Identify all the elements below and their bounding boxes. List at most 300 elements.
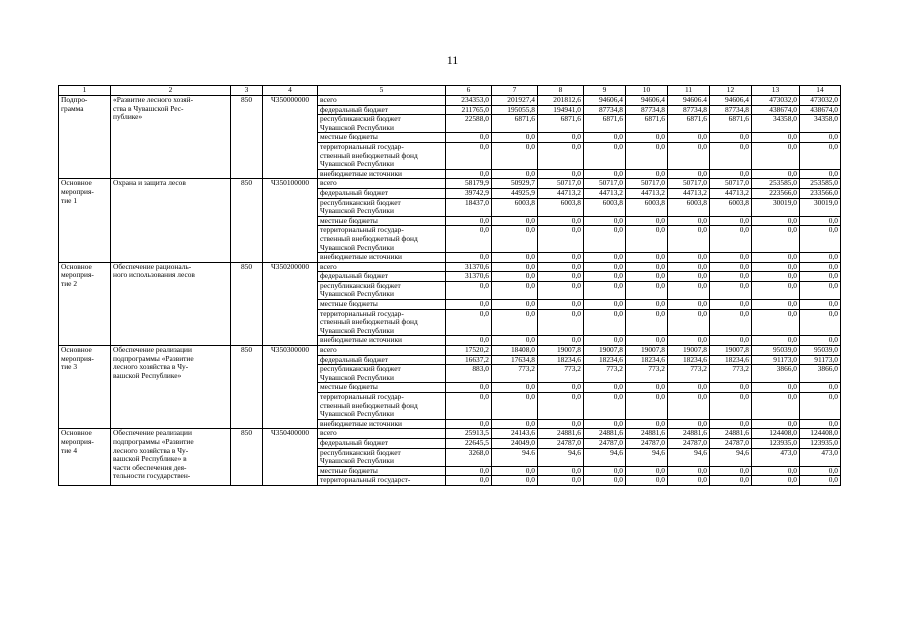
value-cell: 0,0 [584,133,626,143]
value-cell: 24787,0 [584,438,626,448]
target-code-cell: Ч350100000 [263,179,318,262]
value-cell: 18234,6 [538,355,584,365]
value-cell: 0,0 [668,476,710,486]
value-cell: 233566,0 [800,188,841,198]
value-cell: 0,0 [752,300,800,310]
value-cell: 24881,6 [538,429,584,439]
value-cell: 0,0 [584,216,626,226]
value-cell: 0,0 [626,419,668,429]
funding-source-cell: федеральный бюджет [318,438,446,448]
value-cell: 0,0 [538,300,584,310]
value-cell: 0,0 [538,226,584,253]
value-cell: 0,0 [800,466,841,476]
value-cell: 24787,0 [538,438,584,448]
value-cell: 22588,0 [446,115,492,133]
value-cell: 31370,6 [446,262,492,272]
value-cell: 0,0 [492,253,538,263]
table-row [59,346,841,356]
value-cell: 44713,2 [538,188,584,198]
value-cell: 0,0 [538,336,584,346]
value-cell: 0,0 [584,466,626,476]
value-cell: 0,0 [446,419,492,429]
value-cell: 0,0 [752,253,800,263]
value-cell: 0,0 [752,336,800,346]
value-cell: 0,0 [710,169,752,179]
funding-source-cell: местные бюджеты [318,133,446,143]
value-cell: 0,0 [626,169,668,179]
value-cell: 0,0 [492,272,538,282]
funding-source-cell: федеральный бюджет [318,105,446,115]
value-cell: 6871,6 [710,115,752,133]
value-cell: 0,0 [800,419,841,429]
value-cell: 0,0 [668,262,710,272]
value-cell: 124408,0 [800,429,841,439]
value-cell: 773,2 [668,365,710,383]
value-cell: 0,0 [752,169,800,179]
value-cell: 234353,0 [446,96,492,106]
value-cell: 0,0 [538,253,584,263]
value-cell: 6871,6 [626,115,668,133]
value-cell: 50717,0 [538,179,584,189]
funding-source-cell: территориальный государст- [318,476,446,486]
funding-source-cell: республиканский бюджет Чувашской Республики [318,198,446,216]
value-cell: 0,0 [752,383,800,393]
value-cell: 94.6 [492,448,538,466]
value-cell: 0,0 [584,300,626,310]
value-cell: 0,0 [446,142,492,169]
value-cell: 0,0 [492,226,538,253]
value-cell: 3268,0 [446,448,492,466]
value-cell: 0,0 [538,133,584,143]
program-name-cell: Обеспечение рациональ- ного использования лесов [111,262,231,345]
value-cell: 0,0 [446,466,492,476]
value-cell: 50717,0 [710,179,752,189]
funding-source-cell: республиканский бюджет Чувашской Республики [318,115,446,133]
value-cell: 0,0 [752,226,800,253]
value-cell: 0,0 [446,169,492,179]
value-cell: 0,0 [626,309,668,336]
funding-source-cell: федеральный бюджет [318,188,446,198]
value-cell: 94606,4 [710,96,752,106]
value-cell: 0,0 [752,262,800,272]
value-cell: 0,0 [446,383,492,393]
value-cell: 22645,5 [446,438,492,448]
value-cell: 0,0 [538,169,584,179]
value-cell: 19007,8 [538,346,584,356]
value-cell: 0,0 [710,300,752,310]
value-cell: 0,0 [538,309,584,336]
value-cell: 0,0 [584,476,626,486]
value-cell: 0,0 [710,253,752,263]
value-cell: 6003,8 [584,198,626,216]
value-cell: 473032,0 [800,96,841,106]
value-cell: 44713,2 [668,188,710,198]
value-cell: 473,0 [800,448,841,466]
program-type-cell: Основное мероприя- тие 4 [59,429,111,486]
value-cell: 3866,0 [752,365,800,383]
value-cell: 0,0 [626,300,668,310]
value-cell: 0,0 [626,226,668,253]
value-cell: 91173,0 [800,355,841,365]
value-cell: 50717,0 [584,179,626,189]
value-cell: 473032,0 [752,96,800,106]
value-cell: 0,0 [626,272,668,282]
value-cell: 0,0 [492,336,538,346]
value-cell: 95039,0 [800,346,841,356]
value-cell: 24143,6 [492,429,538,439]
value-cell: 39742,9 [446,188,492,198]
value-cell: 0,0 [446,476,492,486]
value-cell: 50717,0 [626,179,668,189]
value-cell: 0,0 [446,216,492,226]
value-cell: 0,0 [668,142,710,169]
funding-source-cell: федеральный бюджет [318,272,446,282]
value-cell: 0,0 [668,309,710,336]
value-cell: 0,0 [752,142,800,169]
value-cell: 0,0 [584,336,626,346]
value-cell: 0,0 [584,272,626,282]
responsible-code-cell: 850 [231,262,263,345]
column-header-10: 10 [626,86,668,96]
value-cell: 0,0 [800,253,841,263]
program-type-cell: Основное мероприя- тие 3 [59,346,111,429]
funding-source-cell: всего [318,96,446,106]
program-name-cell: Обеспечение реализации подпрограммы «Развитие лесного хозяйства в Чу- вашской Республике» в части обеспечения дея- тельности государствен- [111,429,231,486]
value-cell: 0,0 [626,262,668,272]
responsible-code-cell: 850 [231,179,263,262]
value-cell: 34358,0 [752,115,800,133]
value-cell: 6003,8 [626,198,668,216]
value-cell: 0,0 [492,281,538,299]
value-cell: 94,6 [668,448,710,466]
value-cell: 18234,6 [668,355,710,365]
value-cell: 0,0 [492,419,538,429]
value-cell: 0,0 [626,253,668,263]
value-cell: 0,0 [710,216,752,226]
value-cell: 0,0 [668,300,710,310]
value-cell: 24787,0 [710,438,752,448]
funding-source-cell: внебюджетные источники [318,253,446,263]
value-cell: 0,0 [584,309,626,336]
value-cell: 50717,0 [668,179,710,189]
column-header-7: 7 [492,86,538,96]
value-cell: 18234,6 [584,355,626,365]
program-name-cell: «Развитие лесного хозяй- ства в Чувашской Рес- публике» [111,96,231,179]
value-cell: 773,2 [538,365,584,383]
value-cell: 0,0 [668,133,710,143]
value-cell: 0,0 [800,272,841,282]
value-cell: 0,0 [584,253,626,263]
value-cell: 0,0 [752,393,800,420]
value-cell: 17520,2 [446,346,492,356]
value-cell: 0,0 [668,272,710,282]
column-header-11: 11 [668,86,710,96]
value-cell: 6871,6 [538,115,584,133]
column-header-1: 1 [59,86,111,96]
value-cell: 0,0 [668,466,710,476]
value-cell: 0,0 [710,281,752,299]
value-cell: 253585,0 [800,179,841,189]
target-code-cell: Ч350400000 [263,429,318,486]
value-cell: 0,0 [800,169,841,179]
funding-source-cell: местные бюджеты [318,300,446,310]
value-cell: 30019,0 [800,198,841,216]
value-cell: 44713,2 [626,188,668,198]
value-cell: 0,0 [626,476,668,486]
value-cell: 3866,0 [800,365,841,383]
target-code-cell: Ч350200000 [263,262,318,345]
value-cell: 0,0 [538,262,584,272]
funding-source-cell: территориальный государ- ственный внебюджетный фонд Чувашской Республики [318,226,446,253]
value-cell: 95039,0 [752,346,800,356]
column-header-8: 8 [538,86,584,96]
value-cell: 24049,0 [492,438,538,448]
column-header-12: 12 [710,86,752,96]
value-cell: 0,0 [668,383,710,393]
value-cell: 19007,8 [668,346,710,356]
value-cell: 0,0 [710,309,752,336]
column-header-13: 13 [752,86,800,96]
value-cell: 0,0 [584,419,626,429]
value-cell: 16637,2 [446,355,492,365]
value-cell: 0,0 [800,216,841,226]
value-cell: 0,0 [626,336,668,346]
value-cell: 0,0 [800,226,841,253]
value-cell: 24787,0 [626,438,668,448]
value-cell: 0,0 [710,419,752,429]
value-cell: 123935,0 [752,438,800,448]
value-cell: 0,0 [800,281,841,299]
column-header-4: 4 [263,86,318,96]
value-cell: 0,0 [668,281,710,299]
value-cell: 94,6 [584,448,626,466]
funding-source-cell: всего [318,179,446,189]
value-cell: 6003,8 [538,198,584,216]
value-cell: 0,0 [800,393,841,420]
value-cell: 201927,4 [492,96,538,106]
program-name-cell: Охрана и защита лесов [111,179,231,262]
value-cell: 87734,8 [710,105,752,115]
value-cell: 0,0 [626,142,668,169]
value-cell: 0,0 [492,300,538,310]
value-cell: 0,0 [446,253,492,263]
value-cell: 0,0 [492,393,538,420]
value-cell: 0,0 [668,393,710,420]
value-cell: 19007,8 [584,346,626,356]
value-cell: 0,0 [584,142,626,169]
column-header-2: 2 [111,86,231,96]
value-cell: 0,0 [626,216,668,226]
value-cell: 0,0 [492,216,538,226]
value-cell: 44925,9 [492,188,538,198]
value-cell: 0,0 [800,309,841,336]
value-cell: 24881,6 [668,429,710,439]
funding-source-cell: территориальный государ- ственный внебюджетный фонд Чувашской Республики [318,142,446,169]
value-cell: 0,0 [492,133,538,143]
value-cell: 223566,0 [752,188,800,198]
value-cell: 123935,0 [800,438,841,448]
value-cell: 0,0 [752,309,800,336]
funding-source-cell: внебюджетные источники [318,336,446,346]
program-type-cell: Основное мероприя- тие 1 [59,179,111,262]
value-cell: 0,0 [538,383,584,393]
value-cell: 0,0 [492,142,538,169]
value-cell: 6871,6 [668,115,710,133]
value-cell: 0,0 [584,383,626,393]
value-cell: 0,0 [492,169,538,179]
value-cell: 0,0 [584,262,626,272]
value-cell: 0,0 [668,253,710,263]
value-cell: 0,0 [584,393,626,420]
value-cell: 0,0 [446,309,492,336]
value-cell: 25913,5 [446,429,492,439]
value-cell: 6003,8 [492,198,538,216]
value-cell: 201812,6 [538,96,584,106]
value-cell: 211765,0 [446,105,492,115]
funding-source-cell: республиканский бюджет Чувашской Республики [318,448,446,466]
value-cell: 773,2 [492,365,538,383]
responsible-code-cell: 850 [231,429,263,486]
value-cell: 24881,6 [626,429,668,439]
funding-source-cell: местные бюджеты [318,383,446,393]
value-cell: 91173,0 [752,355,800,365]
value-cell: 0,0 [538,466,584,476]
value-cell: 438674,0 [752,105,800,115]
target-code-cell: Ч350000000 [263,96,318,179]
value-cell: 0,0 [446,226,492,253]
column-header-9: 9 [584,86,626,96]
value-cell: 87734,8 [626,105,668,115]
value-cell: 18234,6 [710,355,752,365]
value-cell: 44713,2 [584,188,626,198]
value-cell: 94606,4 [584,96,626,106]
value-cell: 0,0 [446,393,492,420]
value-cell: 0,0 [668,226,710,253]
value-cell: 0,0 [538,142,584,169]
value-cell: 87734,8 [584,105,626,115]
value-cell: 6871,6 [584,115,626,133]
value-cell: 0,0 [752,272,800,282]
value-cell: 773,2 [626,365,668,383]
value-cell: 0,0 [752,216,800,226]
value-cell: 0,0 [446,281,492,299]
table-row [59,179,841,189]
value-cell: 124408,0 [752,429,800,439]
responsible-code-cell: 850 [231,96,263,179]
value-cell: 0,0 [492,309,538,336]
table-row [59,262,841,272]
value-cell: 0,0 [626,466,668,476]
table-row [59,96,841,106]
value-cell: 94,6 [538,448,584,466]
value-cell: 0,0 [710,142,752,169]
funding-source-cell: всего [318,429,446,439]
value-cell: 0,0 [492,262,538,272]
value-cell: 18437,0 [446,198,492,216]
funding-source-cell: федеральный бюджет [318,355,446,365]
value-cell: 0,0 [710,393,752,420]
value-cell: 0,0 [710,272,752,282]
value-cell: 87734,8 [668,105,710,115]
value-cell: 19007,8 [710,346,752,356]
value-cell: 19007,8 [626,346,668,356]
value-cell: 50929,7 [492,179,538,189]
value-cell: 0,0 [446,133,492,143]
value-cell: 0,0 [800,336,841,346]
column-header-14: 14 [800,86,841,96]
value-cell: 0,0 [752,466,800,476]
value-cell: 24881,6 [710,429,752,439]
value-cell: 0,0 [584,281,626,299]
value-cell: 0,0 [538,476,584,486]
target-code-cell: Ч350300000 [263,346,318,429]
program-type-cell: Основное мероприя- тие 2 [59,262,111,345]
funding-source-cell: территориальный государ- ственный внебюджетный фонд Чувашской Республики [318,309,446,336]
header-row [59,86,841,96]
value-cell: 0,0 [492,476,538,486]
funding-source-cell: внебюджетные источники [318,169,446,179]
value-cell: 44713,2 [710,188,752,198]
value-cell: 0,0 [626,133,668,143]
responsible-code-cell: 850 [231,346,263,429]
value-cell: 0,0 [538,272,584,282]
value-cell: 94,6 [710,448,752,466]
value-cell: 0,0 [800,476,841,486]
value-cell: 0,0 [446,300,492,310]
value-cell: 194941,0 [538,105,584,115]
funding-source-cell: всего [318,262,446,272]
value-cell: 0,0 [752,281,800,299]
value-cell: 0,0 [492,383,538,393]
funding-source-cell: территориальный государ- ственный внебюджетный фонд Чувашской Республики [318,393,446,420]
value-cell: 0,0 [538,281,584,299]
value-cell: 473,0 [752,448,800,466]
value-cell: 0,0 [710,262,752,272]
value-cell: 24881,6 [584,429,626,439]
column-header-3: 3 [231,86,263,96]
value-cell: 0,0 [626,281,668,299]
funding-source-cell: республиканский бюджет Чувашской Республики [318,365,446,383]
value-cell: 94606.4 [668,96,710,106]
value-cell: 0,0 [752,419,800,429]
value-cell: 0,0 [710,133,752,143]
value-cell: 0,0 [800,300,841,310]
value-cell: 24787,0 [668,438,710,448]
column-header-6: 6 [446,86,492,96]
value-cell: 195055,8 [492,105,538,115]
value-cell: 6871,6 [492,115,538,133]
value-cell: 0,0 [584,169,626,179]
value-cell: 0,0 [492,466,538,476]
value-cell: 0,0 [752,133,800,143]
value-cell: 0,0 [710,476,752,486]
value-cell: 0,0 [710,226,752,253]
value-cell: 0,0 [668,169,710,179]
value-cell: 0,0 [626,383,668,393]
value-cell: 773,2 [584,365,626,383]
value-cell: 0,0 [668,216,710,226]
value-cell: 0,0 [800,142,841,169]
value-cell: 18408,0 [492,346,538,356]
value-cell: 58179,9 [446,179,492,189]
funding-source-cell: всего [318,346,446,356]
value-cell: 31370,6 [446,272,492,282]
value-cell: 0,0 [538,419,584,429]
funding-source-cell: местные бюджеты [318,466,446,476]
value-cell: 17634,8 [492,355,538,365]
table-row [59,429,841,439]
value-cell: 0,0 [800,383,841,393]
